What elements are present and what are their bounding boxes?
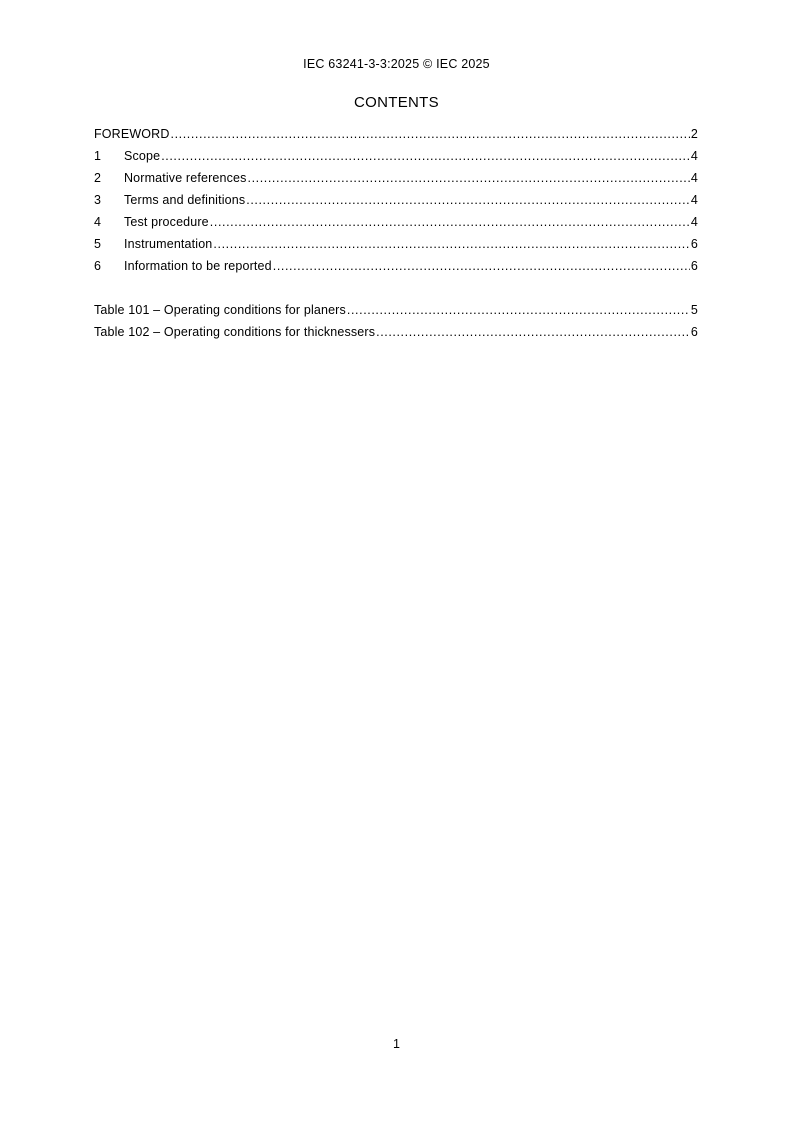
toc-entry-page: 2 — [690, 127, 698, 141]
toc-entry-terms-and-definitions[interactable] — [94, 192, 698, 214]
toc-entry-label: FOREWORD — [94, 127, 170, 141]
toc-dot-leader — [347, 302, 690, 319]
toc-entry-test-procedure[interactable] — [94, 214, 698, 236]
toc-entry-page: 4 — [690, 193, 698, 207]
toc-entry-page: 5 — [690, 303, 698, 317]
toc-entry-page: 6 — [690, 325, 698, 339]
toc-entry-number: 6 — [94, 259, 102, 273]
toc-entry-label: Terms and definitions — [124, 193, 246, 207]
toc-entry-instrumentation[interactable] — [94, 236, 698, 258]
toc-entry-label: Table 101 – Operating conditions for planers — [94, 303, 346, 317]
toc-entry-label: Table 102 – Operating conditions for thicknessers — [94, 325, 376, 339]
toc-dot-leader — [171, 126, 690, 143]
toc-entry-foreword[interactable] — [94, 126, 698, 148]
toc-entry-normative-references[interactable] — [94, 170, 698, 192]
toc-entry-label: Normative references — [124, 171, 247, 185]
toc-entry-number: 2 — [94, 171, 102, 185]
toc-entry-table-101[interactable] — [94, 302, 698, 324]
toc-entry-number: 3 — [94, 193, 102, 207]
toc-entry-page: 6 — [690, 259, 698, 273]
toc-entry-number: 4 — [94, 215, 102, 229]
page-number: 1 — [393, 1037, 400, 1051]
toc-dot-leader — [248, 170, 690, 187]
toc-entry-label: Scope — [124, 149, 161, 163]
toc-entry-number: 5 — [94, 237, 102, 251]
toc-entry-label: Information to be reported — [124, 259, 272, 273]
toc-dot-leader — [376, 324, 690, 341]
toc-entry-page: 4 — [690, 171, 698, 185]
toc-dot-leader — [210, 214, 690, 231]
toc-dot-leader — [273, 258, 690, 275]
toc-dot-leader — [161, 148, 690, 165]
page-header: IEC 63241-3-3:2025 © IEC 2025 — [303, 57, 490, 71]
toc-entry-table-102[interactable] — [94, 324, 698, 346]
toc-entry-scope[interactable] — [94, 148, 698, 170]
toc-entry-label: Instrumentation — [124, 237, 213, 251]
toc-entry-page: 4 — [690, 215, 698, 229]
toc-entry-page: 6 — [690, 237, 698, 251]
toc-entry-number: 1 — [94, 149, 102, 163]
toc-dot-leader — [213, 236, 689, 253]
toc-entry-page: 4 — [690, 149, 698, 163]
toc-dot-leader — [246, 192, 690, 209]
table-of-contents — [94, 126, 698, 280]
contents-title: CONTENTS — [354, 94, 439, 111]
toc-entry-information-to-be-reported[interactable] — [94, 258, 698, 280]
toc-entry-label: Test procedure — [124, 215, 209, 229]
list-of-tables — [94, 302, 698, 346]
